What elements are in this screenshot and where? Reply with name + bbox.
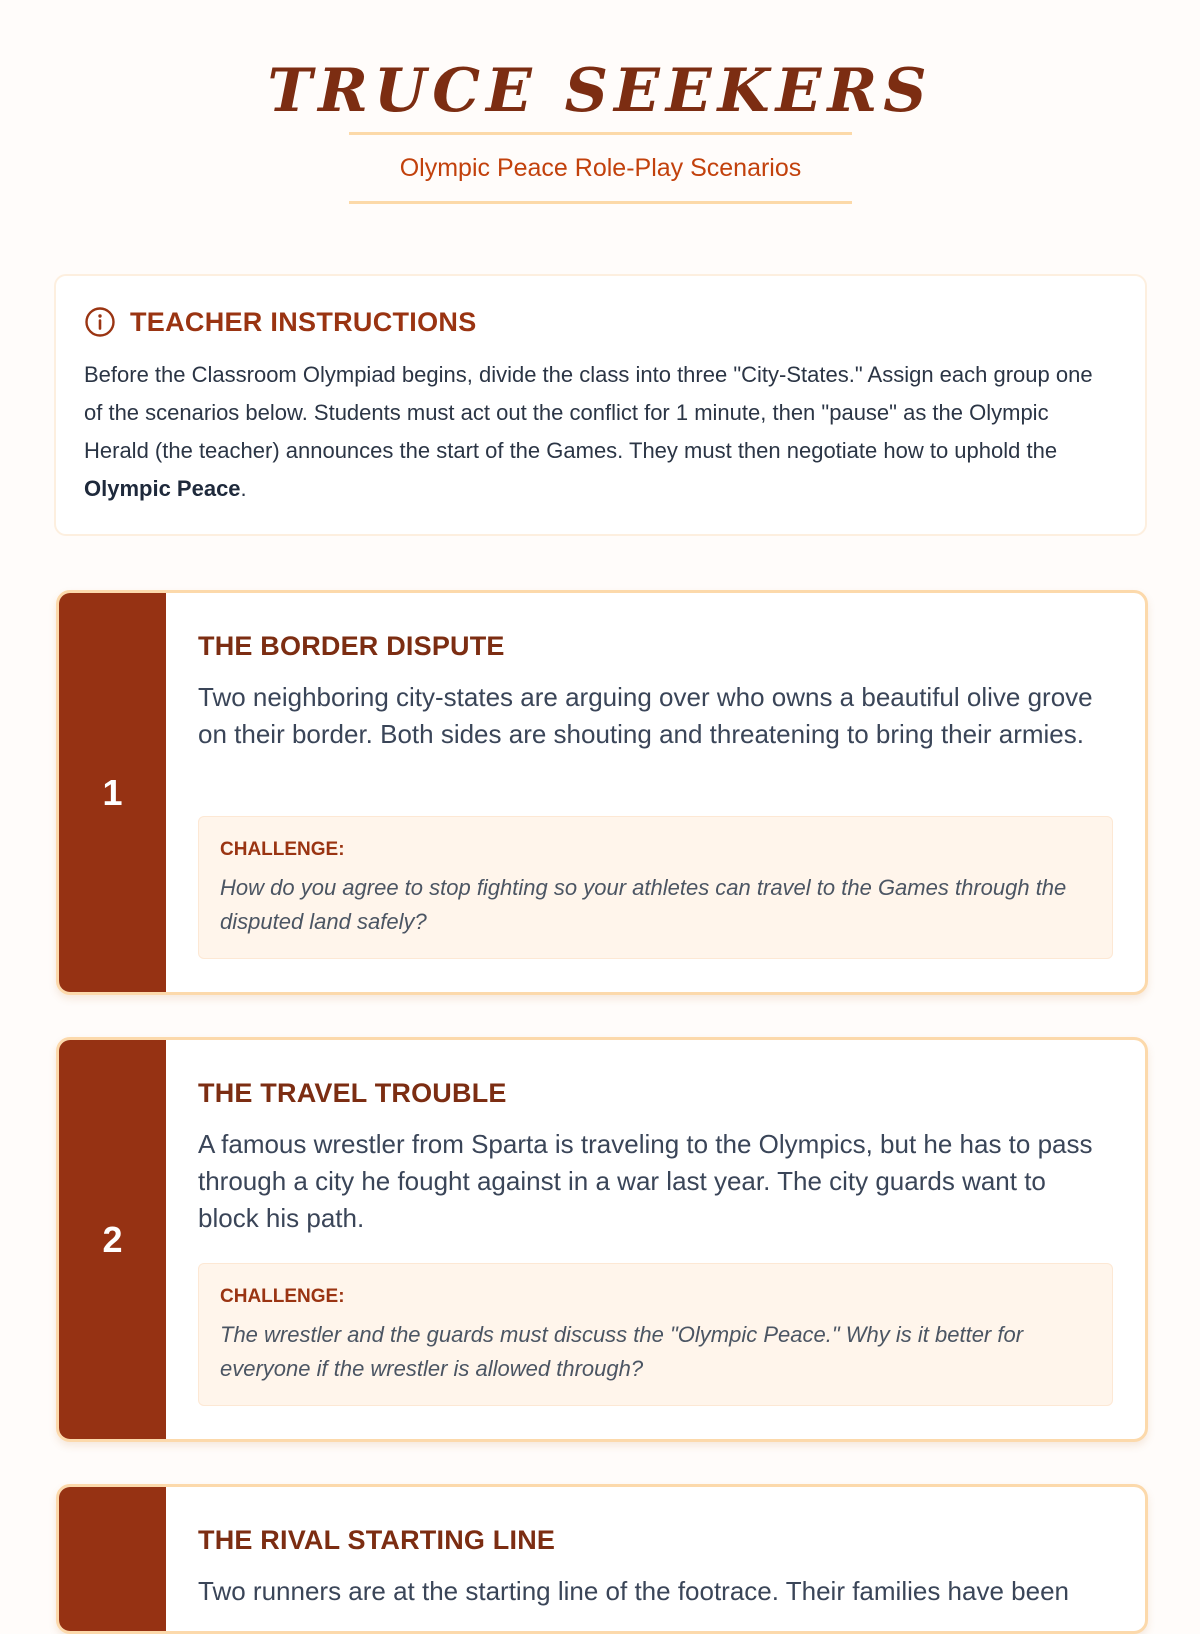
instructions-title: TEACHER INSTRUCTIONS bbox=[130, 306, 477, 337]
challenge-box bbox=[198, 816, 1113, 959]
scenario-number: 2 bbox=[59, 1040, 166, 1439]
scenario-card bbox=[56, 1037, 1148, 1442]
instructions-header bbox=[84, 306, 477, 338]
instructions-emphasis: Olympic Peace bbox=[84, 476, 241, 501]
scenario-card bbox=[56, 1484, 1148, 1634]
challenge-text: How do you agree to stop fighting so your athletes can travel to the Games through the disputed land safely? bbox=[220, 875, 1067, 934]
info-icon bbox=[84, 306, 116, 338]
scenario-description: A famous wrestler from Sparta is traveling to the Olympics, but he has to pass through a city he fought against in a war last year. The city guards want to block his path. bbox=[198, 1129, 1093, 1233]
scenario-description: Two runners are at the starting line of the footrace. Their families have been bbox=[198, 1576, 1069, 1606]
scenario-title: THE RIVAL STARTING LINE bbox=[198, 1525, 556, 1555]
page-header bbox=[0, 50, 1200, 182]
scenario-card bbox=[56, 590, 1148, 995]
scenario-number bbox=[59, 1487, 166, 1631]
challenge-text: The wrestler and the guards must discuss the "Olympic Peace." Why is it better for everyone if the wrestler is allowed through? bbox=[220, 1322, 1024, 1381]
instructions-body bbox=[84, 356, 1114, 508]
scenario-title: THE BORDER DISPUTE bbox=[198, 631, 505, 661]
challenge-label: CHALLENGE: bbox=[220, 1286, 345, 1307]
page-title: TRUCE SEEKERS bbox=[267, 56, 933, 126]
challenge-label: CHALLENGE: bbox=[220, 839, 345, 860]
subtitle-banner bbox=[349, 132, 852, 204]
scenario-number: 1 bbox=[59, 593, 166, 992]
scenario-title: THE TRAVEL TROUBLE bbox=[198, 1078, 507, 1108]
challenge-box bbox=[198, 1263, 1113, 1406]
instructions-text: Before the Classroom Olympiad begins, divide the class into three "City-States." Assign each group one of the scenarios below. Students must act out the conflict for 1 minute, then "pause" as the Olympic Herald (the teacher) announces the start of the Games. They must then negotiate how to uphold the bbox=[84, 362, 1093, 463]
page-subtitle: Olympic Peace Role-Play Scenarios bbox=[399, 153, 802, 182]
instructions-text-end: . bbox=[240, 476, 247, 501]
teacher-instructions-card bbox=[54, 274, 1147, 536]
scenario-description: Two neighboring city-states are arguing over who owns a beautiful olive grove on their border. Both sides are shouting and threatening to bring their armies. bbox=[198, 682, 1093, 749]
